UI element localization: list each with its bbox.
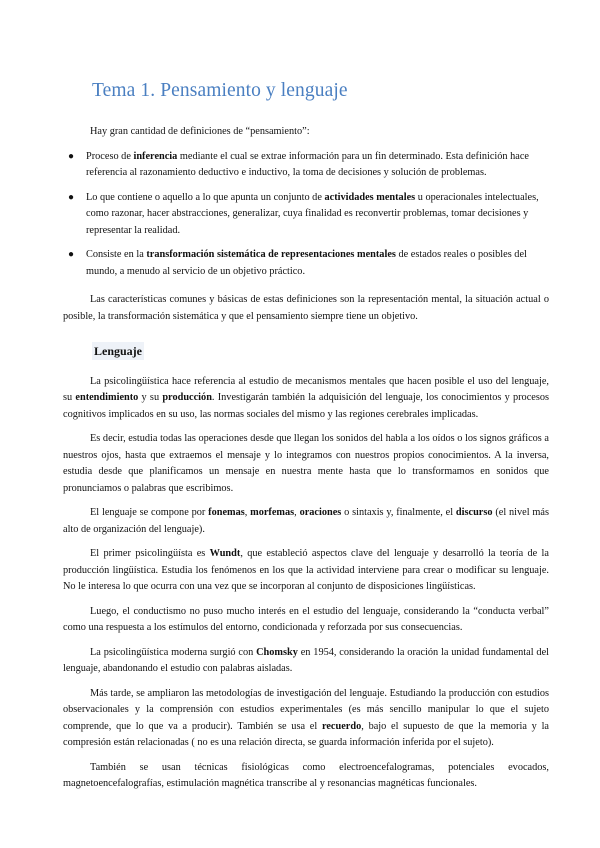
list-item: ● Proceso de inferencia mediante el cual se extrae información para un fin determinado. Esta definición hace referencia al razonamiento deductivo e inductivo, la toma de decisiones y solución de problemas. — [68, 150, 529, 178]
paragraph-psicolinguistica: La psicolingüística hace referencia al estudio de mecanismos mentales que hacen posible el uso del lenguaje, su entendimiento y su producción. Investigarán también la adquisición del lenguaje, los conocimientos y procesos cognitivos implicados en su uso, las normas sociales del mismo y las regiones cerebrales implicadas. — [63, 375, 550, 420]
list-item: ● Lo que contiene o aquello a lo que apunta un conjunto de actividades mentales u operacionales intelectuales, como razonar, hacer abstracciones, generalizar, cuya finalidad es reconvertir problemas, tomar decisiones y representar la realidad. — [68, 191, 539, 236]
paragraph-tecnicas: También se usan técnicas fisiológicas como electroencefalogramas, potenciales evocados, magnetoencefalografías, estimulación magnética transcribe al y resonancias magnéticas funcionales. — [63, 761, 549, 789]
document-body — [63, 124, 549, 801]
paragraph-conductismo: Luego, el conductismo no puso mucho interés en el estudio del lenguaje, considerando la “conducta verbal” como una respuesta a los estímulos del entorno, condicionada y reforzada por sus consecuencias. — [63, 605, 549, 633]
bullet-icon: ● — [68, 249, 75, 260]
list-item: ● Consiste en la transformación sistemática de representaciones mentales de estados reales o posibles del mundo, a menudo al servicio de un objetivo práctico. — [68, 249, 527, 277]
intro-paragraph: Hay gran cantidad de definiciones de “pensamiento”: — [90, 126, 310, 137]
paragraph-operaciones: Es decir, estudia todas las operaciones desde que llegan los sonidos del habla a los oídos o los signos gráficos a nuestros ojos, hasta que extraemos el mensaje y lo integramos con nuestros propios conocimientos. A la inversa, estudia desde que planificamos un mensaje en nuestra mente hasta que lo transformamos en sonidos que pronunciamos o palabras que escribimos. — [63, 433, 549, 494]
paragraph-wundt: El primer psicolingüísta es Wundt, que estableció aspectos clave del lenguaje y desarrolló la teoría de la producción lingüística. Estudia los fenómenos en los que la actividad interviene para crear o modificar su lenguaje. No le interesa lo que ocurra con una vez que se incorporan al conjunto de disposiciones lingüísticas. — [63, 548, 549, 592]
paragraph-metodologias: Más tarde, se ampliaron las metodologías de investigación del lenguaje. Estudiando la producción con estudios observacionales y la comprensión con estudios experimentales (es más sencillo manipular lo que el sujeto comprende, que lo que va a producir). También se usa el recuerdo, bajo el supuesto de que la memoria y la compresión están relacionadas ( no es una relación directa, se guarda información inferida por el sujeto). — [63, 687, 550, 748]
summary-paragraph: Las características comunes y básicas de estas definiciones son la representación mental, la situación actual o posible, la transformación sistemática y que el pensamiento siempre tiene un objetivo. — [63, 294, 549, 322]
page-title: Tema 1. Pensamiento y lenguaje — [92, 80, 348, 101]
section-heading: Lenguaje — [94, 344, 142, 358]
definitions-list — [63, 149, 549, 281]
paragraph-componentes: El lenguaje se compone por fonemas, morfemas, oraciones o sintaxis y, finalmente, el discurso (el nivel más alto de organización del lenguaje). — [63, 507, 549, 535]
paragraph-chomsky: La psicolingüística moderna surgió con Chomsky en 1954, considerando la oración la unidad fundamental del lenguaje, abandonando el estudio con palabras aisladas. — [63, 646, 550, 674]
bullet-icon: ● — [68, 150, 75, 162]
bullet-icon: ● — [68, 191, 75, 203]
